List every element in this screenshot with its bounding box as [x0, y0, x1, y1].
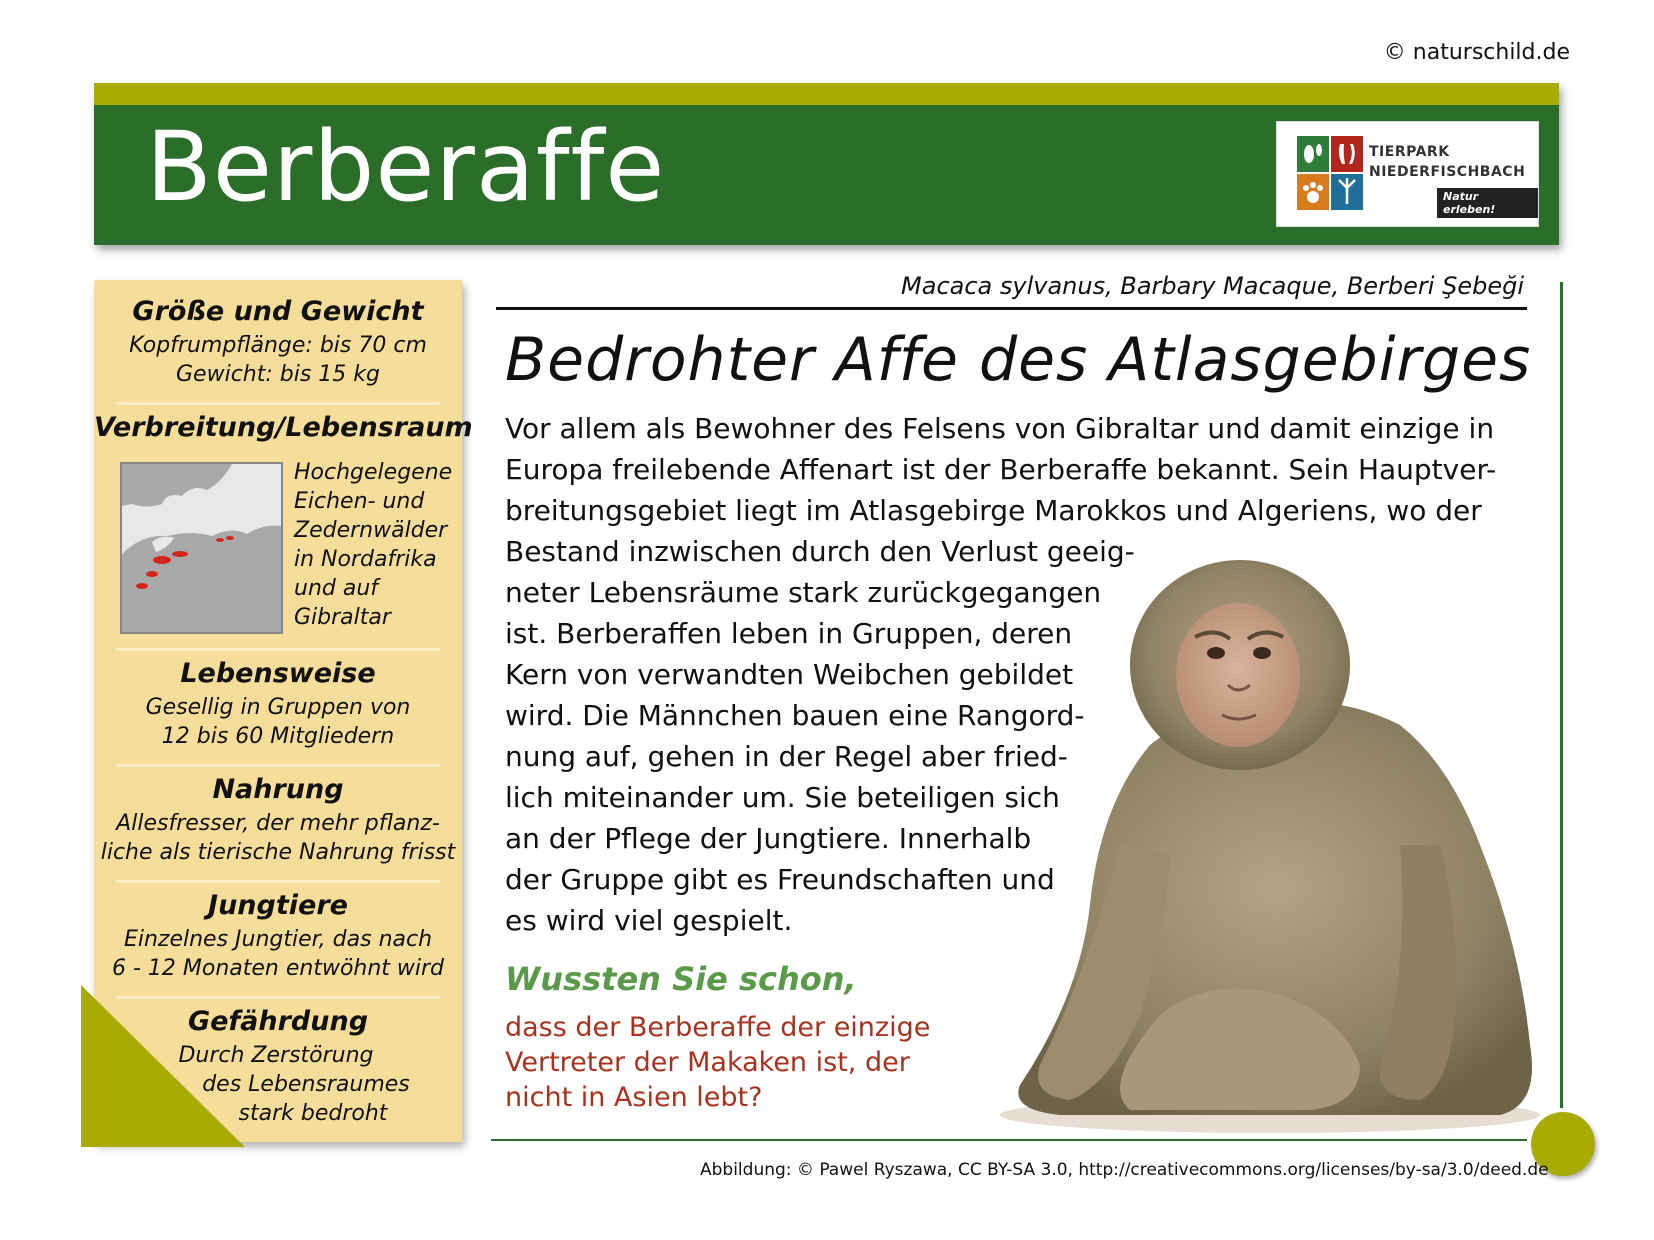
- habitat-line: und auf: [294, 576, 379, 601]
- sidebar-divider: [116, 648, 440, 651]
- behavior-line2: 12 bis 60 Mitgliedern: [161, 724, 395, 749]
- body-line: es wird viel gespielt.: [505, 904, 793, 937]
- food-heading: Nahrung: [212, 774, 344, 805]
- sidebar-divider: [116, 880, 440, 883]
- body-line: Europa freilebende Affenart ist der Berberaffe bekannt. Sein Hauptver-: [505, 453, 1497, 486]
- paw-icon: [1297, 174, 1329, 210]
- fact-line: nicht in Asien lebt?: [505, 1082, 763, 1113]
- habitat-line: in Nordafrika: [294, 547, 437, 572]
- headline: Bedrohter Affe des Atlasgebirges: [505, 325, 1532, 395]
- food-line1: Allesfresser, der mehr pflanz-: [116, 811, 440, 836]
- logo-text-line1: TIERPARK: [1369, 144, 1450, 160]
- food-line2: liche als tierische Nahrung frisst: [100, 840, 456, 865]
- size-section: [94, 296, 462, 389]
- habitat-text: [294, 458, 452, 632]
- habitat-heading: Verbreitung/Lebensraum: [94, 412, 473, 443]
- hoofprint-icon: [1331, 136, 1363, 172]
- habitat-line: Gibraltar: [294, 605, 391, 630]
- logo-icon-grid: [1297, 136, 1363, 210]
- page-title: Berberaffe: [146, 111, 666, 223]
- bird-track-icon: [1331, 174, 1363, 210]
- body-line: Kern von verwandten Weibchen gebildet: [505, 658, 1074, 691]
- top-rule: [496, 307, 1527, 310]
- threat-line1: Durch Zerstörung: [178, 1043, 374, 1068]
- logo-tagline: Natur erleben!: [1437, 188, 1538, 218]
- habitat-section: [94, 412, 473, 443]
- behavior-heading: Lebensweise: [180, 658, 376, 689]
- young-line1: Einzelnes Jungtier, das nach: [123, 927, 433, 952]
- habitat-line: Eichen- und: [294, 489, 425, 514]
- bottom-rule: [491, 1139, 1527, 1141]
- fact-line: dass der Berberaffe der einzige: [505, 1012, 931, 1043]
- footprint-icon: [1297, 136, 1329, 172]
- habitat-line: Zedernwälder: [294, 518, 448, 543]
- sidebar-divider: [116, 764, 440, 767]
- size-heading: Größe und Gewicht: [132, 296, 424, 327]
- threat-heading: Gefährdung: [187, 1006, 369, 1037]
- barbary-macaque-illustration: [980, 545, 1540, 1135]
- logo-text-line2: NIEDERFISCHBACH: [1369, 164, 1526, 180]
- body-line: lich miteinander um. Sie beteiligen sich: [505, 781, 1060, 814]
- copyright-notice: © naturschild.de: [1383, 40, 1570, 65]
- young-line2: 6 - 12 Monaten entwöhnt wird: [111, 956, 445, 981]
- body-line: nung auf, gehen in der Regel aber fried-: [505, 740, 1068, 773]
- corner-triangle: [81, 985, 251, 1147]
- header-banner: [94, 83, 1559, 245]
- did-you-know-heading: Wussten Sie schon,: [505, 960, 857, 998]
- body-line: Bestand inzwischen durch den Verlust geeig-: [505, 535, 1135, 568]
- right-rule: [1560, 282, 1563, 1108]
- body-line: Vor allem als Bewohner des Felsens von Gibraltar und damit einzige in: [505, 412, 1495, 445]
- behavior-section: [94, 658, 462, 751]
- distribution-map: [120, 462, 283, 634]
- size-line2: Gewicht: bis 15 kg: [176, 362, 380, 387]
- image-credit: Abbildung: © Pawel Ryszawa, CC BY-SA 3.0, http://creativecommons.org/licenses/by-sa/3.0/deed.de: [700, 1160, 1549, 1180]
- size-line1: Kopfrumpflänge: bis 70 cm: [129, 333, 427, 358]
- behavior-line1: Gesellig in Gruppen von: [145, 695, 411, 720]
- food-section: [94, 774, 462, 867]
- habitat-line: Hochgelegene: [294, 460, 453, 485]
- body-line: neter Lebensräume stark zurückgegangen: [505, 576, 1102, 609]
- body-line: breitungsgebiet liegt im Atlasgebirge Marokkos und Algeriens, wo der: [505, 494, 1482, 527]
- body-line: ist. Berberaffen leben in Gruppen, deren: [505, 617, 1073, 650]
- threat-line3: stark bedroht: [238, 1101, 388, 1126]
- header-accent-strip: [94, 83, 1559, 105]
- body-line: wird. Die Männchen bauen eine Rangord-: [505, 699, 1085, 732]
- body-line: an der Pflege der Jungtiere. Innerhalb: [505, 822, 1032, 855]
- young-section: [94, 890, 462, 983]
- sidebar-divider: [116, 402, 440, 405]
- threat-line2: des Lebensraumes: [202, 1072, 410, 1097]
- tierpark-logo: [1276, 121, 1539, 227]
- species-names: Macaca sylvanus, Barbary Macaque, Berberi Şebeği: [901, 272, 1524, 300]
- fact-line: Vertreter der Makaken ist, der: [505, 1047, 910, 1078]
- body-line: der Gruppe gibt es Freundschaften und: [505, 863, 1055, 896]
- young-heading: Jungtiere: [208, 890, 348, 921]
